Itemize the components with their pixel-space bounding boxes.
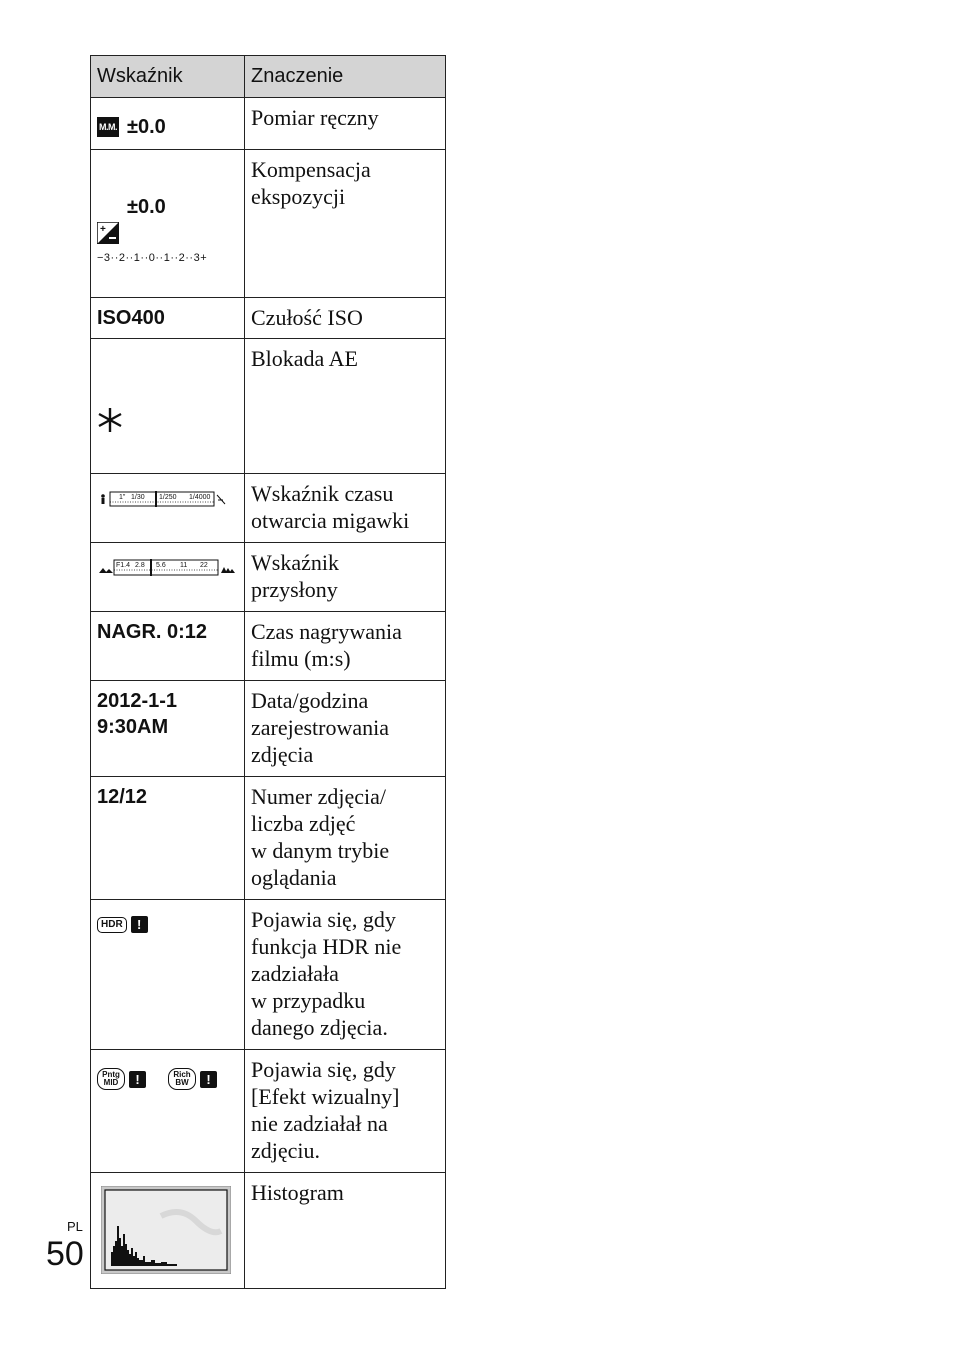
table-row xyxy=(91,900,446,1050)
picture-effect-warning-icon xyxy=(91,1050,244,1097)
table-row xyxy=(91,1050,446,1173)
table-row xyxy=(91,150,446,298)
meaning-text: Czas nagrywania filmu (m:s) xyxy=(251,619,402,671)
header-meaning: Znaczenie xyxy=(245,56,446,98)
rich-tone-mono-icon: Rich BW xyxy=(168,1068,196,1090)
aperture-scale-label: 11 xyxy=(180,562,188,569)
meaning-text: Pomiar ręczny xyxy=(251,105,379,130)
shutter-scale-label: 1/30 xyxy=(131,494,145,501)
manual-metering-icon: M.M. xyxy=(97,117,119,137)
table-row xyxy=(91,681,446,777)
table-row xyxy=(91,474,446,543)
aperture-scale-label: 2.8 xyxy=(135,562,145,569)
aperture-scale-label: 22 xyxy=(200,562,208,569)
table-row xyxy=(91,1173,446,1289)
meaning-text: Wskaźnik czasu otwarcia migawki xyxy=(251,481,410,533)
warning-icon: ! xyxy=(129,1071,146,1088)
indicator-value: ±0.0 xyxy=(127,116,166,138)
exposure-compensation-icon xyxy=(97,196,119,235)
exposure-scale: −3··2··1··0··1··2··3+ xyxy=(97,252,208,264)
aperture-scale-label: 5.6 xyxy=(156,562,166,569)
warning-icon: ! xyxy=(200,1071,217,1088)
table-row xyxy=(91,339,446,474)
page-number: 50 xyxy=(46,1235,84,1273)
meaning-text: Numer zdjęcia/ liczba zdjęć w danym trybie oglądania xyxy=(251,784,390,890)
shutter-scale-label: 1/4000 xyxy=(189,494,211,501)
shutter-scale-label: 1" xyxy=(119,494,126,501)
indicator-table xyxy=(90,55,446,1289)
page-language: PL xyxy=(67,1219,83,1234)
table-row xyxy=(91,777,446,900)
indicator-value: ISO400 xyxy=(97,307,165,329)
header-indicator: Wskaźnik xyxy=(91,56,245,98)
aperture-scale-label: F1.4 xyxy=(116,562,131,569)
indicator-value: 12/12 xyxy=(97,786,148,808)
table-row xyxy=(91,543,446,612)
table-row xyxy=(91,298,446,339)
meaning-text: Blokada AE xyxy=(251,346,358,371)
meaning-text: Pojawia się, gdy [Efekt wizualny] nie zadziałał na zdjęciu. xyxy=(251,1057,400,1163)
shutter-scale-label: 1/250 xyxy=(159,494,177,501)
posterization-icon: Pntg MID xyxy=(97,1068,125,1090)
table-header-row xyxy=(91,56,446,98)
hdr-warning-icon xyxy=(91,900,244,940)
meaning-text: Czułość ISO xyxy=(251,305,363,330)
indicator-value: ±0.0 xyxy=(127,196,166,218)
histogram-icon xyxy=(101,1186,231,1274)
indicator-value: 2012-1-1 9:30AM xyxy=(97,690,178,738)
indicator-value: NAGR. 0:12 xyxy=(97,621,208,643)
aperture-indicator-icon xyxy=(97,557,237,579)
meaning-text: Wskaźnik przysłony xyxy=(251,550,339,602)
meaning-text: Histogram xyxy=(251,1180,344,1205)
shutter-speed-indicator-icon xyxy=(97,490,227,510)
ae-lock-icon xyxy=(97,416,123,438)
meaning-text: Pojawia się, gdy funkcja HDR nie zadziałała w przypadku danego zdjęcia. xyxy=(251,907,402,1040)
table-row xyxy=(91,98,446,150)
meaning-text: Data/godzina zarejestrowania zdjęcia xyxy=(251,688,390,767)
svg-text:+: + xyxy=(100,224,106,235)
meaning-text: Kompensacja ekspozycji xyxy=(251,157,371,209)
table-row xyxy=(91,612,446,681)
warning-icon: ! xyxy=(131,916,148,933)
hdr-icon: HDR xyxy=(97,917,127,933)
